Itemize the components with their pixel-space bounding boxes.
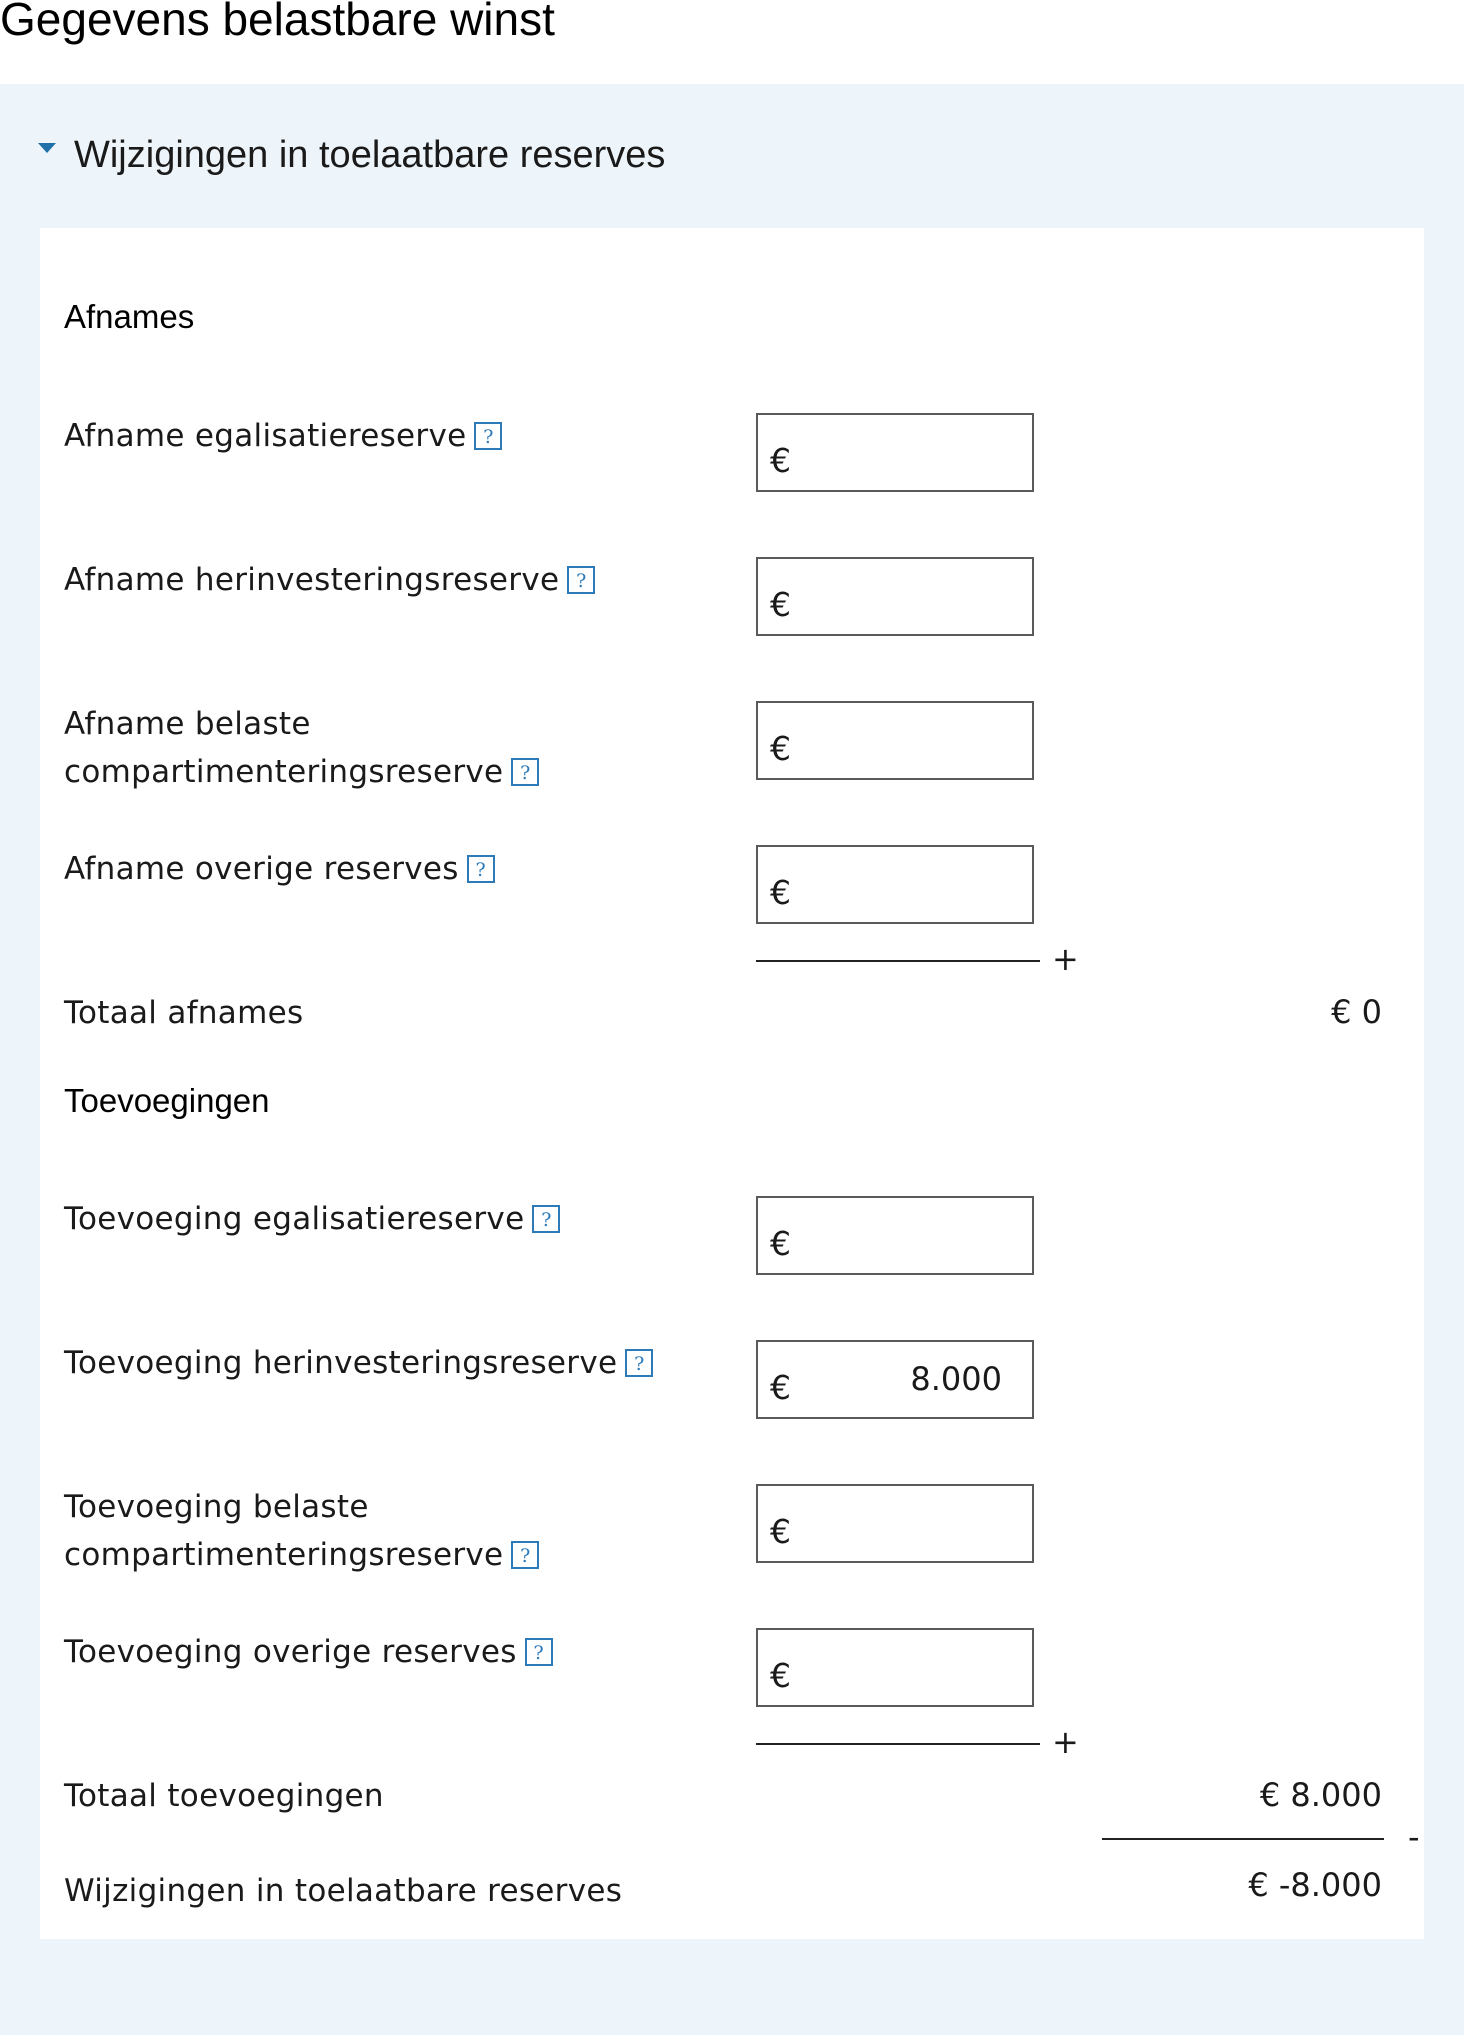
toevoeging-overige-reserves-input[interactable] <box>756 1628 1034 1707</box>
toevoeging-egalisatiereserve-input[interactable] <box>756 1196 1034 1275</box>
euro-symbol: € <box>770 1656 791 1695</box>
afname-herinvesteringsreserve-input[interactable] <box>756 557 1034 636</box>
page-title: Gegevens belastbare winst <box>0 0 555 45</box>
euro-symbol: € <box>770 585 791 624</box>
sum-line <box>756 1743 1040 1745</box>
euro-symbol: € <box>770 441 791 480</box>
euro-symbol: € <box>770 1224 791 1263</box>
afname-egalisatiereserve-input[interactable] <box>756 413 1034 492</box>
help-icon[interactable]: ? <box>474 422 502 450</box>
plus-operator: + <box>1052 940 1079 978</box>
total-toevoegingen-value: € 8.000 <box>1259 1776 1382 1814</box>
result-value: € -8.000 <box>1248 1866 1382 1904</box>
help-icon[interactable]: ? <box>467 855 495 883</box>
row-label: Afname egalisatiereserve ? <box>64 412 502 460</box>
row-label: Toevoeging belaste compartimenteringsreserve ? <box>64 1483 539 1579</box>
sum-line <box>756 960 1040 962</box>
euro-symbol: € <box>770 1368 791 1407</box>
row-label: Toevoeging egalisatiereserve ? <box>64 1195 560 1243</box>
section-toggle[interactable] <box>38 130 665 180</box>
total-afnames-value: € 0 <box>1331 993 1382 1031</box>
help-icon[interactable]: ? <box>567 566 595 594</box>
section-title: Wijzigingen in toelaatbare reserves <box>74 133 666 176</box>
euro-symbol: € <box>770 1512 791 1551</box>
euro-symbol: € <box>770 873 791 912</box>
help-icon[interactable]: ? <box>525 1638 553 1666</box>
result-label: Wijzigingen in toelaatbare reserves <box>64 1873 623 1909</box>
total-afnames-label: Totaal afnames <box>64 995 304 1031</box>
row-label: Toevoeging herinvesteringsreserve ? <box>64 1339 653 1387</box>
help-icon[interactable]: ? <box>625 1349 653 1377</box>
help-icon[interactable]: ? <box>511 758 539 786</box>
help-icon[interactable]: ? <box>532 1205 560 1233</box>
sum-line <box>1102 1838 1384 1840</box>
toevoeging-herinvesteringsreserve-input[interactable] <box>756 1340 1034 1419</box>
afname-overige-reserves-input[interactable] <box>756 845 1034 924</box>
minus-operator: - <box>1408 1818 1420 1856</box>
field-value: 8.000 <box>910 1360 1002 1398</box>
toevoeging-belaste-compartimenteringsreserve-input[interactable] <box>756 1484 1034 1563</box>
plus-operator: + <box>1052 1723 1079 1761</box>
total-toevoegingen-label: Totaal toevoegingen <box>64 1778 384 1814</box>
afnames-heading: Afnames <box>64 298 195 335</box>
row-label: Afname herinvesteringsreserve ? <box>64 556 595 604</box>
row-label: Toevoeging overige reserves ? <box>64 1628 553 1676</box>
row-label: Afname belaste compartimenteringsreserve ? <box>64 700 539 796</box>
euro-symbol: € <box>770 729 791 768</box>
help-icon[interactable]: ? <box>511 1541 539 1569</box>
caret-down-icon <box>38 143 56 153</box>
row-label: Afname overige reserves ? <box>64 845 495 893</box>
afname-belaste-compartimenteringsreserve-input[interactable] <box>756 701 1034 780</box>
toevoegingen-heading: Toevoegingen <box>64 1082 270 1119</box>
